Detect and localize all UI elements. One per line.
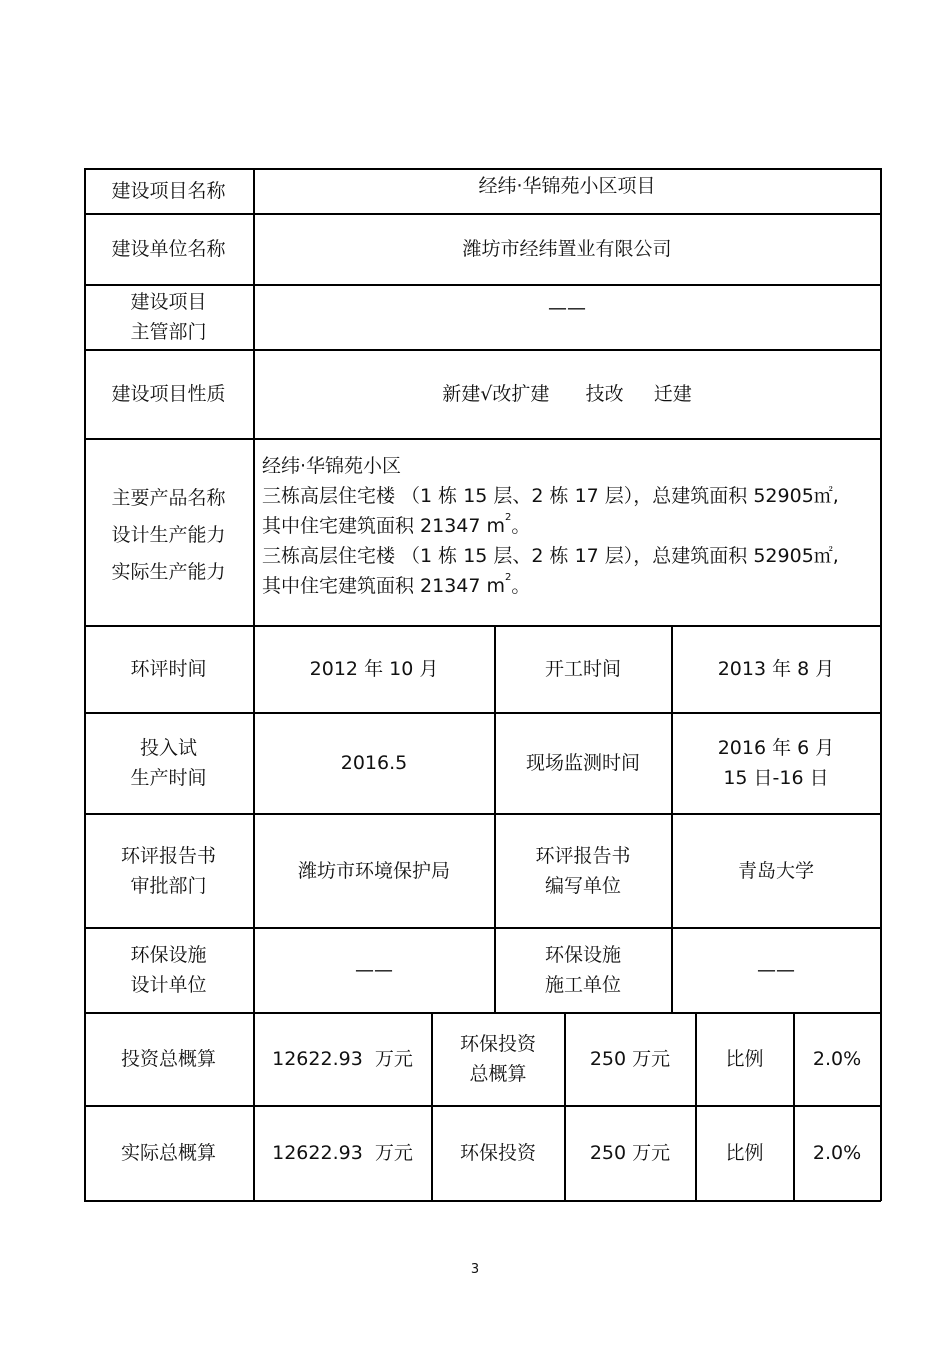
invest-est-label: 投资总概算: [120, 1048, 216, 1070]
design-unit-label: 环保设施 设计单位: [130, 944, 207, 996]
ratio-act-label: 比例: [725, 1142, 764, 1164]
monitor-time-label: 现场监测时间: [525, 752, 640, 774]
invest-act-value: 12622.93 万元: [272, 1142, 413, 1164]
report-writer-value: 青岛大学: [737, 859, 814, 882]
env-invest-est-label: 环保投资 总概算: [459, 1033, 536, 1085]
start-time-label: 开工时间: [544, 658, 621, 680]
design-unit-value: ——: [355, 959, 393, 981]
project-info-table: [84, 168, 881, 1201]
page-number: 3: [470, 1262, 480, 1277]
trial-label: 投入试 生产时间: [130, 737, 207, 789]
report-writer-label: 环评报告书 编写单位: [535, 844, 631, 897]
trial-value: 2016.5: [340, 752, 408, 774]
construction-unit-value: ——: [757, 959, 795, 981]
ratio-act-value: 2.0%: [812, 1142, 862, 1164]
unit-name-label: 建设单位名称: [111, 238, 226, 260]
nature-label: 建设项目性质: [111, 383, 226, 405]
eia-time-label: 环评时间: [130, 658, 207, 680]
unit-name-value: 潍坊市经纬置业有限公司: [462, 238, 672, 260]
project-name-value: 经纬·华锦苑小区项目: [478, 175, 656, 197]
env-invest-act-value: 250 万元: [589, 1142, 671, 1164]
monitor-time-value: 2016 年 6 月 15 日-16 日: [717, 737, 835, 789]
eia-time-value: 2012 年 10 月: [309, 658, 439, 680]
project-name-label: 建设项目名称: [111, 179, 226, 202]
product-label: 主要产品名称 设计生产能力 实际生产能力: [111, 487, 226, 583]
nature-value: 新建√改扩建 技改 迁建: [442, 383, 692, 405]
env-invest-est-value: 250 万元: [589, 1048, 671, 1070]
invest-act-label: 实际总概算: [120, 1142, 216, 1164]
product-details: 经纬·华锦苑小区 三栋高层住宅楼 （1 栋 15 层、2 栋 17 层），总建筑面积 52905㎡, 其中住宅建筑面积 21347 $m^2$。 三栋高层住宅楼 （1 栋 15 层、2 栋 17 层），总建筑面积 52905㎡, 其中住宅建筑面积 21347 $m^2$。: [262, 455, 839, 597]
ratio-est-label: 比例: [725, 1048, 764, 1070]
dept-value: ——: [548, 297, 586, 319]
approval-dept-value: 潍坊市环境保护局: [297, 859, 450, 882]
ratio-est-value: 2.0%: [812, 1048, 862, 1070]
env-invest-act-label: 环保投资: [459, 1142, 536, 1164]
dept-label: 建设项目 主管部门: [130, 291, 207, 343]
approval-dept-label: 环评报告书 审批部门: [120, 844, 216, 897]
invest-est-value: 12622.93 万元: [272, 1048, 413, 1070]
start-time-value: 2013 年 8 月: [717, 658, 835, 680]
construction-unit-label: 环保设施 施工单位: [544, 944, 621, 996]
